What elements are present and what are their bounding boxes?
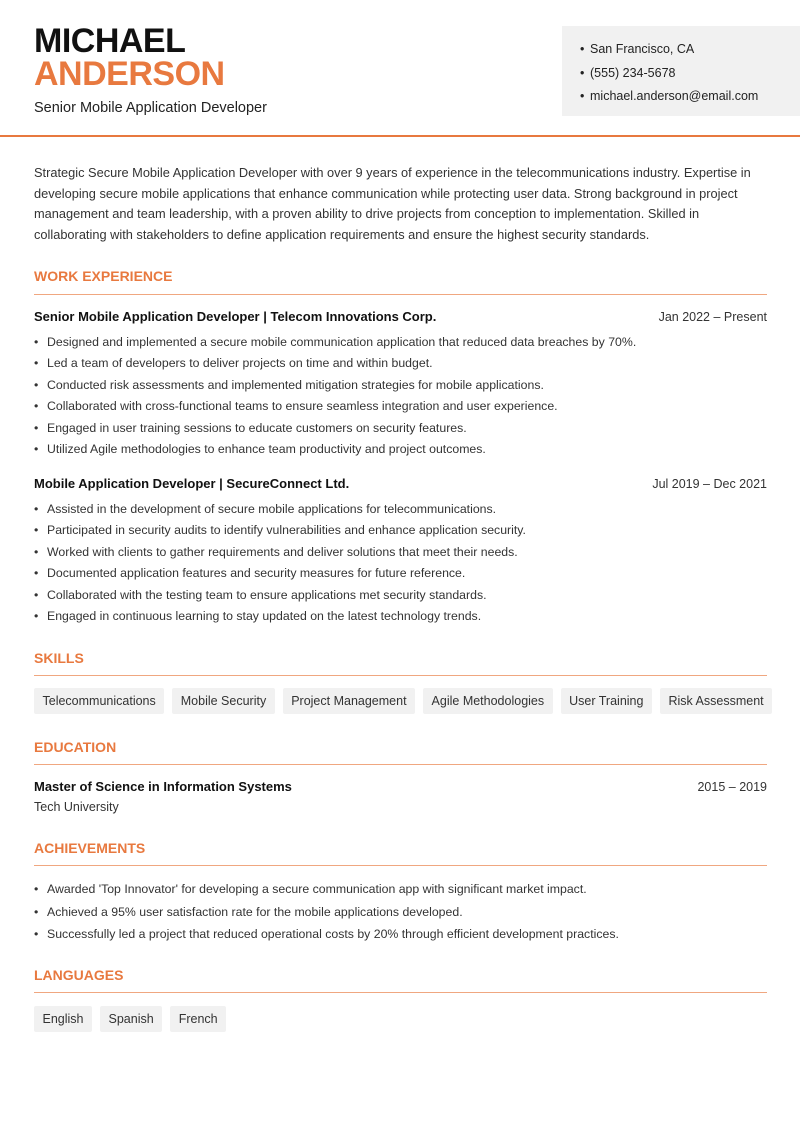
list-item: • Collaborated with the testing team to ensure applications met security standards. <box>34 585 767 606</box>
list-item: • Documented application features and security measures for future reference. <box>34 563 767 584</box>
contact-list <box>580 38 758 109</box>
list-item: • Awarded 'Top Innovator' for developing a secure communication app with significant market impact. <box>34 878 767 901</box>
section-title-skills: SKILLS <box>34 650 84 666</box>
first-name: MICHAEL <box>34 22 186 60</box>
job-role: Mobile Application Developer | SecureConnect Ltd. <box>34 476 350 491</box>
list-item: • Engaged in continuous learning to stay updated on the latest technology trends. <box>34 606 767 627</box>
languages-chip-list <box>34 1006 226 1032</box>
contact-location: • San Francisco, CA <box>580 38 758 62</box>
contact-box <box>562 26 800 116</box>
list-item: • Assisted in the development of secure mobile applications for telecommunications. <box>34 499 767 520</box>
list-item: • Engaged in user training sessions to educate customers on security features. <box>34 418 767 439</box>
skill-chip: Risk Assessment <box>660 688 772 714</box>
section-divider <box>34 675 767 676</box>
section-title-languages: LANGUAGES <box>34 967 124 983</box>
skill-chip: Mobile Security <box>172 688 274 714</box>
skill-chip: Project Management <box>283 688 415 714</box>
education-dates: 2015 – 2019 <box>697 780 767 794</box>
list-item: • Worked with clients to gather requirements and deliver solutions that meet their needs. <box>34 542 767 563</box>
job-bullet-list <box>34 499 767 627</box>
job-dates: Jul 2019 – Dec 2021 <box>652 477 767 491</box>
section-divider <box>34 992 767 993</box>
job-bullet-list <box>34 332 767 460</box>
job-entry-header <box>34 308 767 326</box>
list-item: • Participated in security audits to identify vulnerabilities and enhance application security. <box>34 520 767 541</box>
list-item: • Led a team of developers to deliver projects on time and within budget. <box>34 353 767 374</box>
job-title: Senior Mobile Application Developer <box>34 100 267 116</box>
list-item: • Achieved a 95% user satisfaction rate for the mobile applications developed. <box>34 901 767 924</box>
skill-chip: Agile Methodologies <box>423 688 553 714</box>
contact-phone: • (555) 234-5678 <box>580 62 758 86</box>
skill-chip: User Training <box>561 688 652 714</box>
section-title-achievements: ACHIEVEMENTS <box>34 840 146 856</box>
section-divider <box>34 764 767 765</box>
job-role: Senior Mobile Application Developer | Telecom Innovations Corp. <box>34 309 437 324</box>
section-divider <box>34 294 767 295</box>
resume-header <box>0 0 800 137</box>
language-chip: French <box>170 1006 226 1032</box>
language-chip: English <box>34 1006 92 1032</box>
section-title-education: EDUCATION <box>34 739 117 755</box>
section-divider <box>34 865 767 866</box>
list-item: • Conducted risk assessments and implemented mitigation strategies for mobile applications. <box>34 375 767 396</box>
contact-email: • michael.anderson@email.com <box>580 85 758 109</box>
language-chip: Spanish <box>100 1006 162 1032</box>
last-name: ANDERSON <box>34 55 225 93</box>
achievement-list <box>34 878 767 946</box>
education-entry-header <box>34 778 767 796</box>
job-entry-header <box>34 475 767 493</box>
list-item: • Successfully led a project that reduced operational costs by 20% through efficient development practices. <box>34 923 767 946</box>
list-item: • Designed and implemented a secure mobile communication application that reduced data breaches by 70%. <box>34 332 767 353</box>
skills-chip-list <box>34 688 772 714</box>
list-item: • Collaborated with cross-functional teams to ensure seamless integration and user experience. <box>34 396 767 417</box>
section-title-work-experience: WORK EXPERIENCE <box>34 268 173 284</box>
skill-chip: Telecommunications <box>34 688 164 714</box>
job-dates: Jan 2022 – Present <box>658 310 767 324</box>
degree-name: Master of Science in Information Systems <box>34 779 292 794</box>
list-item: • Utilized Agile methodologies to enhance team productivity and project outcomes. <box>34 439 767 460</box>
school-name: Tech University <box>34 800 119 814</box>
summary-paragraph: Strategic Secure Mobile Application Developer with over 9 years of experience in the telecommunications industry. Expertise in developing secure mobile applications that enhance communication while protecting user data. Strong background in project management and team leadership, with a proven ability to drive projects from conception to implementation. Skilled in collaborating with stakeholders to define application requirements and ensure the highest security standards. <box>34 165 751 243</box>
